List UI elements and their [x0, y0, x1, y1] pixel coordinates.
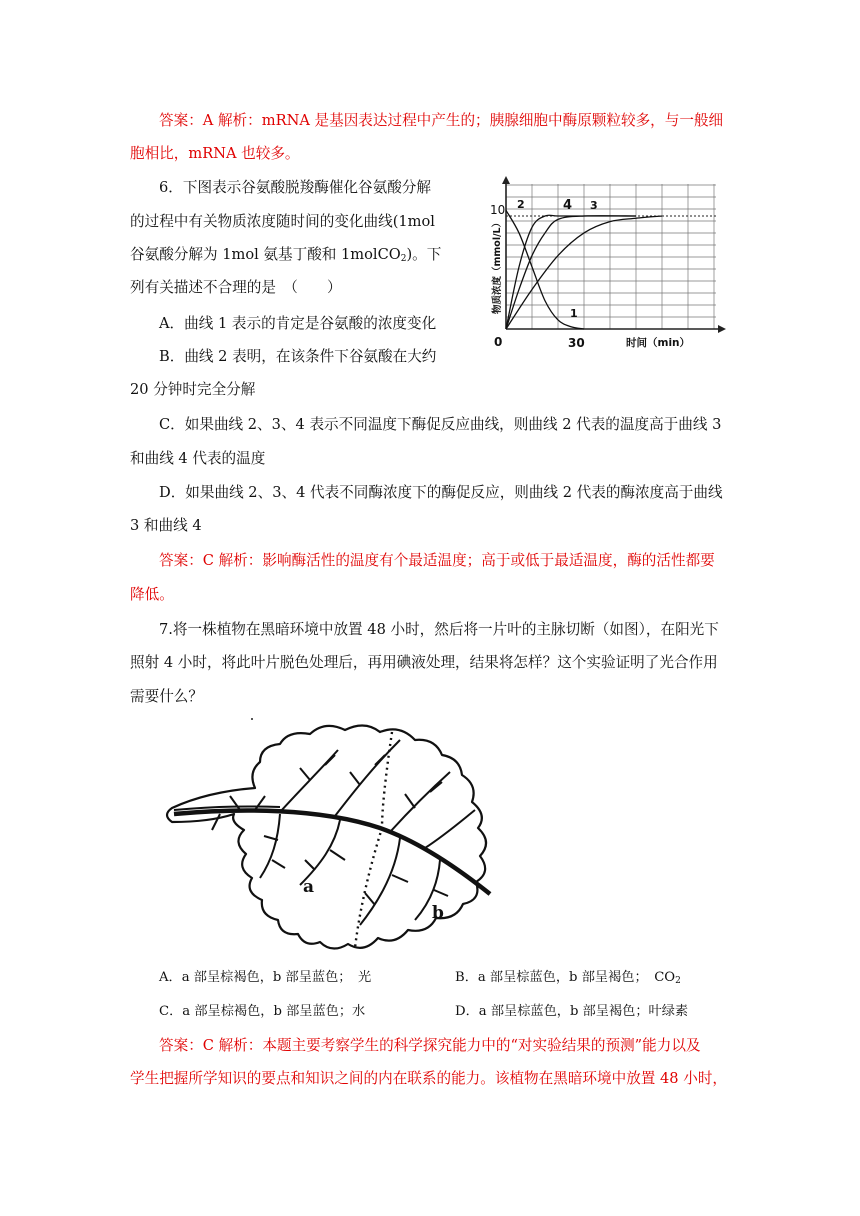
answer-5-line-1: 答案：A 解析：mRNA 是基因表达过程中产生的；胰腺细胞中酶原颗粒较多，与一般细 [159, 112, 724, 129]
origin-label: 0 [494, 335, 503, 349]
q6-stem-line-3: 谷氨酸分解为 1mol 氨基丁酸和 1molCO$_2$)。下 [130, 246, 442, 264]
answer-7-line-2: 学生把握所学知识的要点和知识之间的内在联系的能力。该植物在黑暗环境中放置 48 小时， [130, 1070, 728, 1087]
y-tick-label-10: 10 [490, 203, 506, 217]
q7-option-b: B．a 部呈棕蓝色，b 部呈褐色； $CO_2$ [455, 970, 681, 986]
q6-stem-line-1: 6．下图表示谷氨酸脱羧酶催化谷氨酸分解 [159, 179, 431, 196]
chart-grid [506, 184, 716, 329]
concentration-time-chart [486, 174, 731, 354]
answer-6-line-1: 答案：C 解析：影响酶活性的温度有个最适温度；高于或低于最适温度，酶的活性都要 [159, 552, 715, 569]
q6-option-c-line-1: C．如果曲线 2、3、4 表示不同温度下酶促反应曲线，则曲线 2 代表的温度高于曲线 3 [159, 416, 722, 433]
q7-option-c: C．a 部呈棕褐色，b 部呈蓝色；水 [159, 1004, 366, 1019]
q7-option-d: D．a 部呈棕蓝色，b 部呈褐色；叶绿素 [455, 1004, 689, 1019]
q7-option-a: A．a 部呈棕褐色，b 部呈蓝色； 光 [159, 970, 372, 985]
q7-stem-line-1: 7.将一株植物在黑暗环境中放置 48 小时，然后将一片叶的主脉切断（如图），在阳光下 [159, 621, 719, 638]
q6-option-c-line-2: 和曲线 4 代表的温度 [130, 450, 266, 467]
answer-6-line-2: 降低。 [130, 586, 174, 603]
answer-5-line-2: 胞相比，mRNA 也较多。 [130, 145, 300, 162]
q6-option-d-line-2: 3 和曲线 4 [130, 517, 202, 534]
curve-label-4: 4 [563, 198, 573, 213]
y-axis-label: 物质浓度（mmol/L） [492, 217, 503, 314]
x-tick-label-30: 30 [568, 336, 585, 350]
q6-option-b-line-2: 20 分钟时完全分解 [130, 381, 256, 398]
leaf-label-a: a [303, 877, 315, 897]
q6-option-a: A．曲线 1 表示的肯定是谷氨酸的浓度变化 [159, 315, 437, 332]
leaf-figure [160, 710, 505, 960]
q7-stem-line-3: 需要什么？ [130, 688, 203, 705]
cut-line [355, 732, 392, 948]
q6-stem-line-2: 的过程中有关物质浓度随时间的变化曲线(1mol [130, 213, 435, 230]
y-axis-arrow [502, 176, 510, 184]
q7-stem-line-2: 照射 4 小时，将此叶片脱色处理后，再用碘液处理，结果将怎样？这个实验证明了光合作用 [130, 654, 718, 671]
x-axis-arrow [718, 325, 726, 333]
curve-label-1: 1 [570, 307, 578, 320]
q6-option-b-line-1: B．曲线 2 表明，在该条件下谷氨酸在大约 [159, 348, 437, 365]
q6-stem-line-4: 列有关描述不合理的是 （ ） [130, 279, 342, 296]
lateral-veins [212, 740, 475, 925]
answer-7-line-1: 答案：C 解析：本题主要考察学生的科学探究能力中的“对实验结果的预测”能力以及 [159, 1037, 701, 1054]
leaf-label-b: b [432, 903, 444, 923]
curve-label-3: 3 [590, 199, 598, 212]
q6-option-d-line-1: D．如果曲线 2、3、4 代表不同酶浓度下的酶促反应，则曲线 2 代表的酶浓度高于曲线 [159, 484, 723, 501]
curve-label-2: 2 [517, 198, 525, 211]
x-axis-label: 时间（min） [626, 337, 691, 349]
